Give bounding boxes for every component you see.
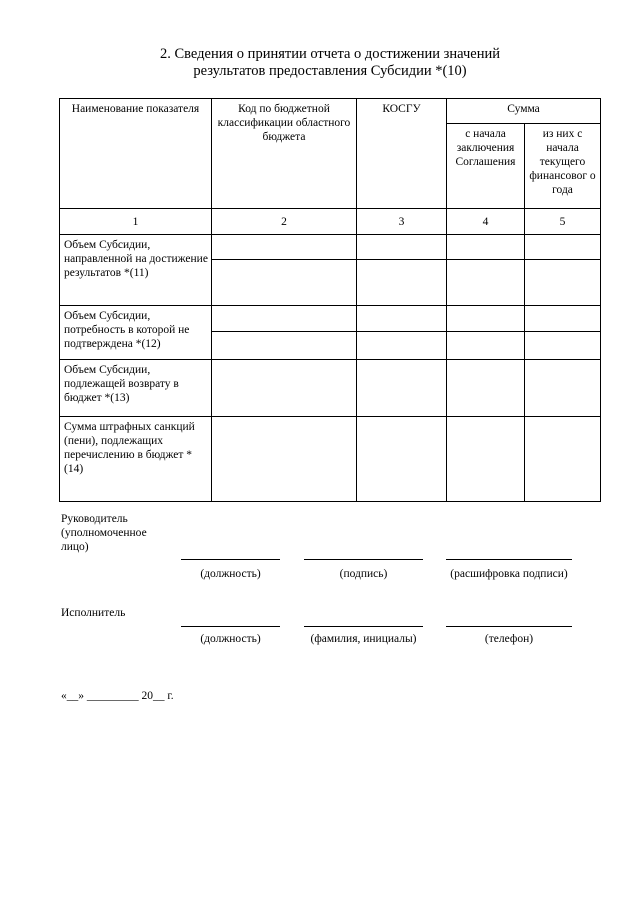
head-position-line	[181, 559, 280, 560]
column-number-1: 1	[60, 209, 212, 235]
table-cell	[357, 332, 447, 360]
exec-position-caption: (должность)	[200, 633, 261, 645]
header-current-year: из них с начала текущего финансовог о года	[525, 124, 601, 209]
head-label: Руководитель (уполномоченное лицо)	[61, 513, 147, 553]
exec-name-line	[304, 626, 423, 627]
table-cell	[212, 306, 357, 332]
exec-position-line	[181, 626, 280, 627]
exec-phone-caption: (телефон)	[484, 633, 534, 645]
column-number-2: 2	[212, 209, 357, 235]
table-cell	[357, 235, 447, 260]
column-number-5: 5	[525, 209, 601, 235]
row-label-subsidy-unconfirmed: Объем Субсидии, потребность в которой не подтверждена *(12)	[60, 306, 212, 360]
row-label-subsidy-directed: Объем Субсидии, направленной на достижение результатов *(11)	[60, 235, 212, 306]
exec-phone-line	[446, 626, 572, 627]
header-sum: Сумма	[447, 99, 601, 124]
executor-label: Исполнитель	[61, 607, 126, 619]
table-cell	[525, 417, 601, 502]
table-cell	[525, 235, 601, 260]
table-cell	[212, 417, 357, 502]
table-cell	[212, 332, 357, 360]
table-cell	[357, 306, 447, 332]
table-cell	[357, 417, 447, 502]
head-decoding-line	[446, 559, 572, 560]
column-number-3: 3	[357, 209, 447, 235]
row-label-penalties: Сумма штрафных санкций (пени), подлежащих перечислению в бюджет *(14)	[60, 417, 212, 502]
date-line: «__» _________ 20__ г.	[61, 690, 174, 702]
table-cell	[447, 235, 525, 260]
table-cell	[525, 306, 601, 332]
exec-name-caption: (фамилия, инициалы)	[310, 633, 417, 645]
header-indicator-name: Наименование показателя	[60, 99, 212, 209]
table-cell	[525, 260, 601, 306]
head-signature-caption: (подпись)	[339, 568, 388, 580]
table-cell	[212, 260, 357, 306]
document-title	[60, 46, 600, 80]
table-cell	[447, 306, 525, 332]
head-position-caption: (должность)	[200, 568, 261, 580]
table-cell	[447, 417, 525, 502]
table-cell	[357, 260, 447, 306]
table-cell	[525, 332, 601, 360]
table-cell	[447, 260, 525, 306]
table-cell	[212, 235, 357, 260]
title-line-1: 2. Сведения о принятии отчета о достижении значений	[160, 46, 500, 62]
row-label-subsidy-return: Объем Субсидии, подлежащей возврату в бюджет *(13)	[60, 360, 212, 417]
header-since-agreement: с начала заключения Соглашения	[447, 124, 525, 209]
table-cell	[212, 360, 357, 417]
table-cell	[357, 360, 447, 417]
table-cell	[447, 360, 525, 417]
head-signature-line	[304, 559, 423, 560]
report-table	[59, 98, 601, 502]
title-line-2: результатов предоставления Субсидии *(10)	[193, 63, 467, 79]
header-kosgu: КОСГУ	[357, 99, 447, 209]
header-budget-code: Код по бюджетной классификации областного бюджета	[212, 99, 357, 209]
table-cell	[525, 360, 601, 417]
table-cell	[447, 332, 525, 360]
head-decoding-caption: (расшифровка подписи)	[450, 568, 568, 580]
column-number-4: 4	[447, 209, 525, 235]
